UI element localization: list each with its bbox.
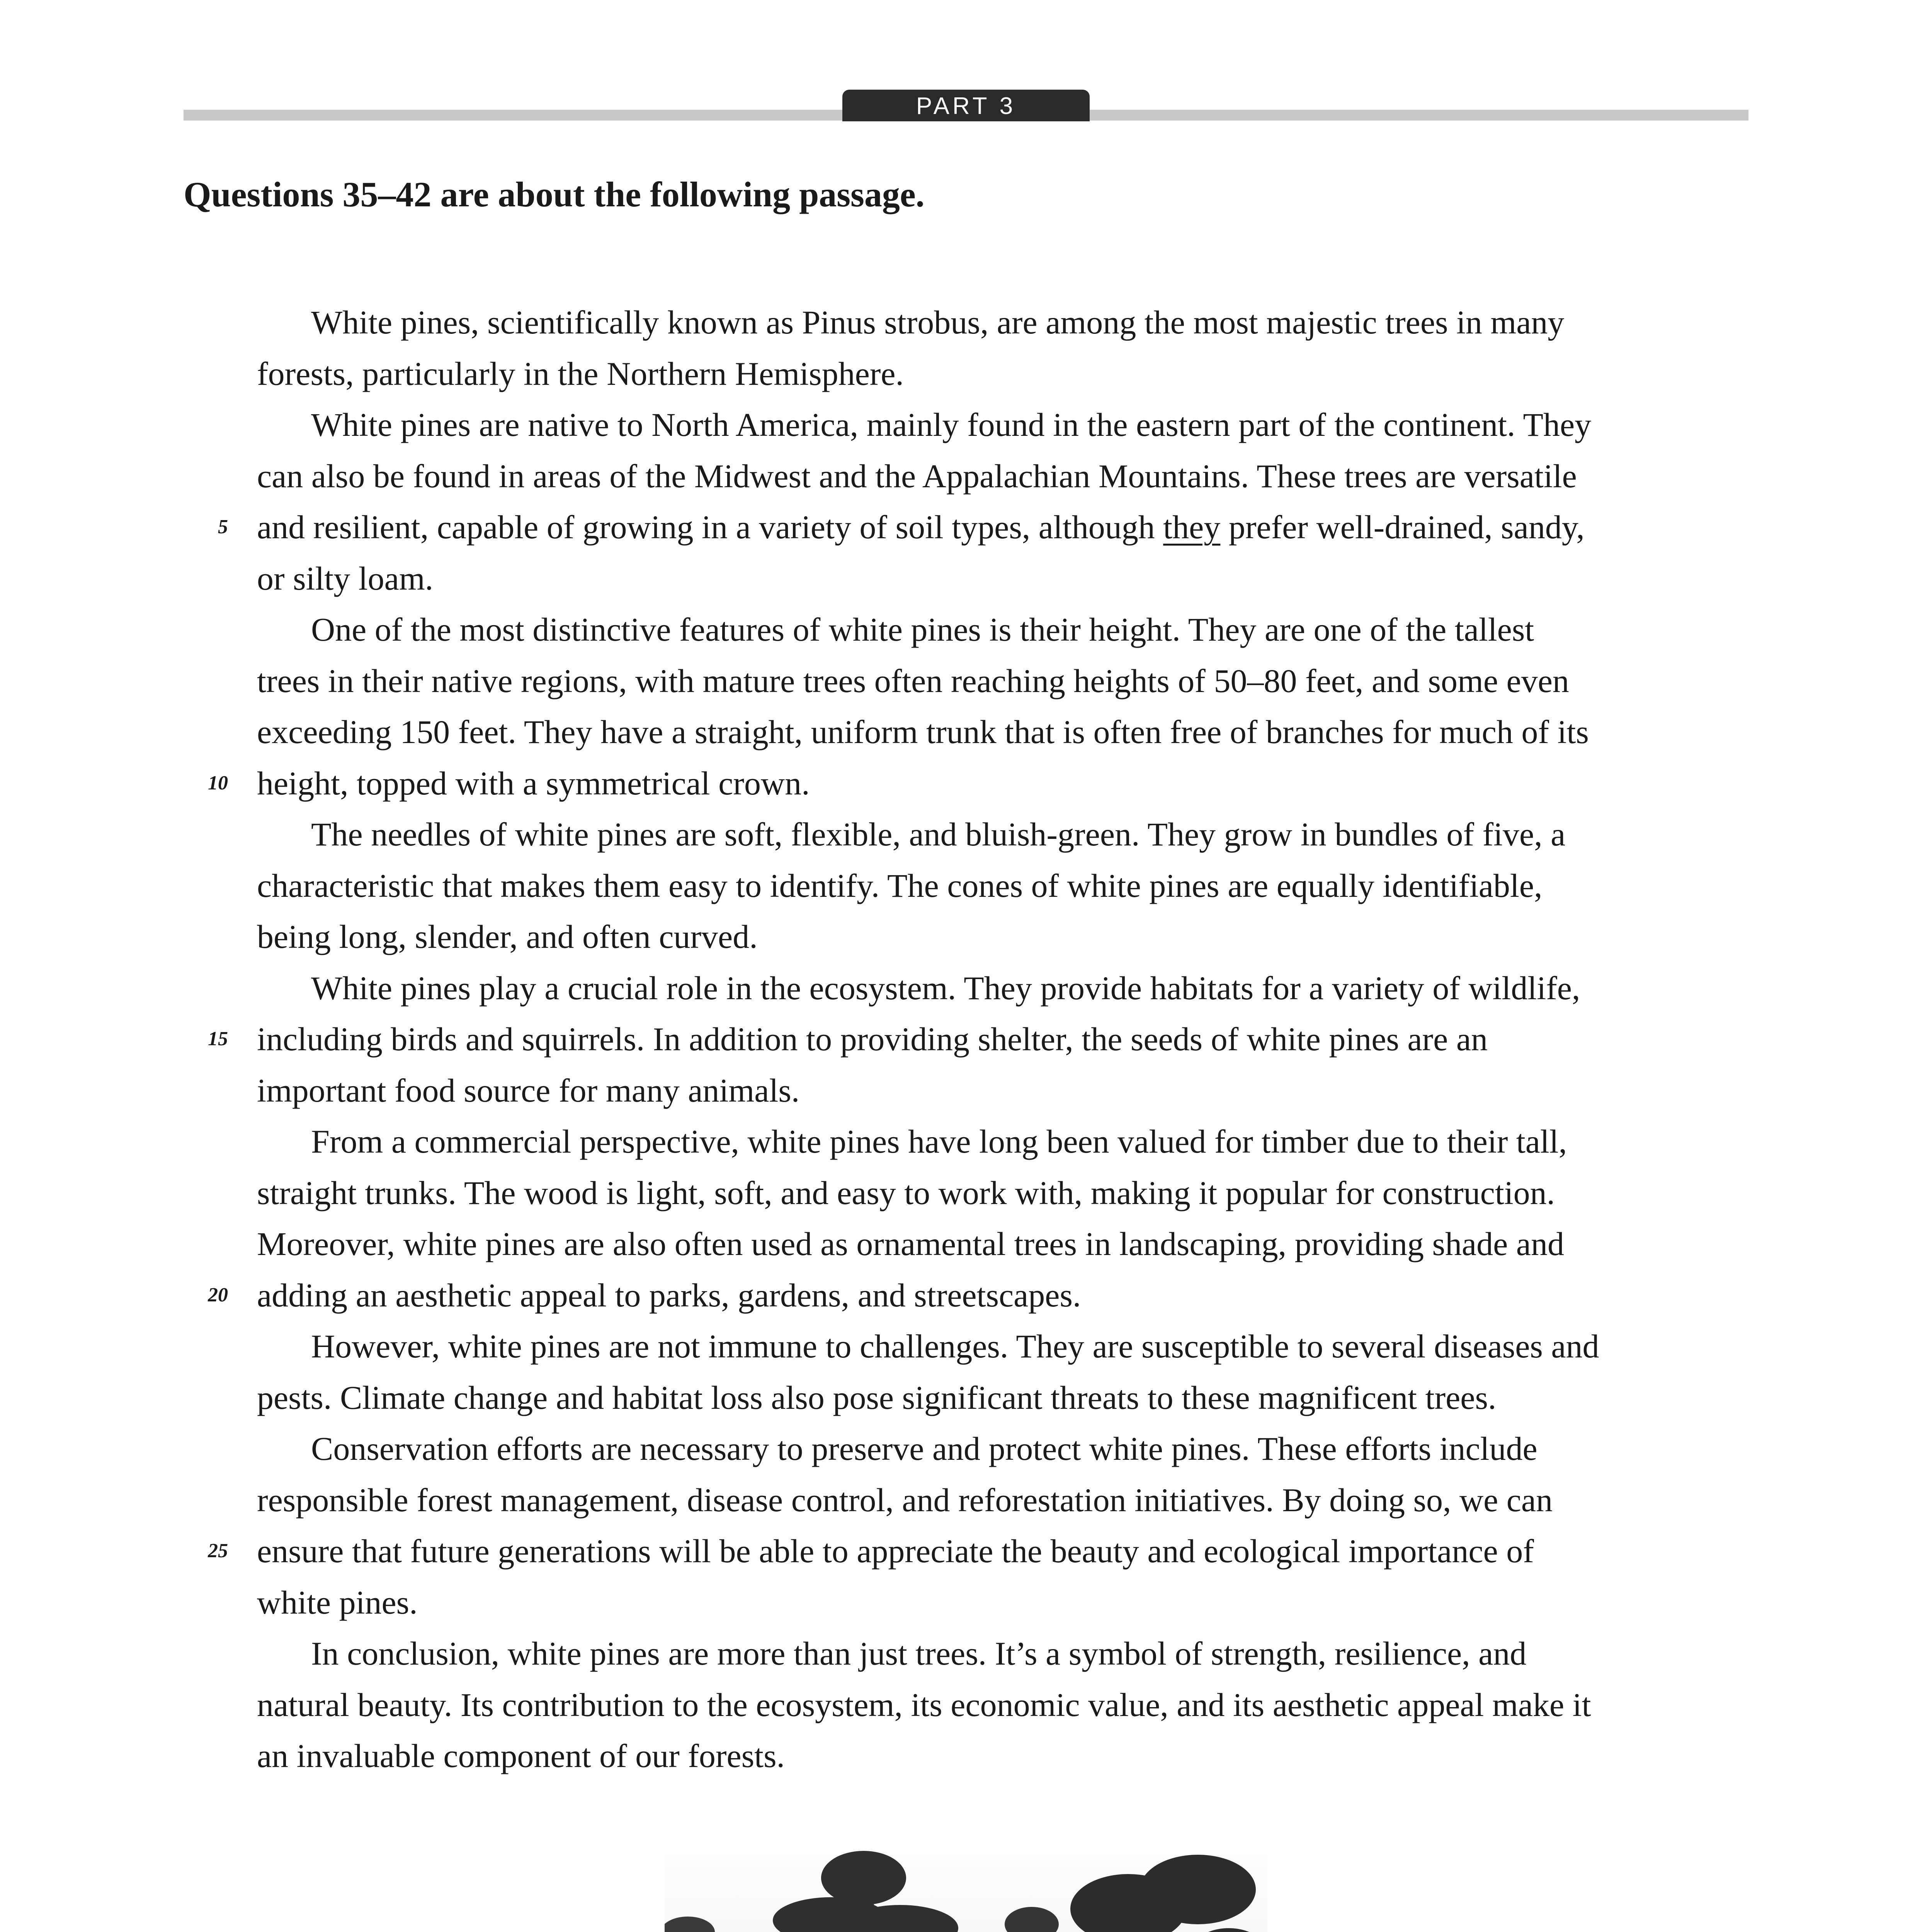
pine-tree-illustration xyxy=(665,1832,1267,1932)
passage-line: characteristic that makes them easy to identify. The cones of white pines are equally identifiable, xyxy=(257,867,1543,904)
line-number: 20 xyxy=(208,1284,228,1306)
passage-line: 10 height, topped with a symmetrical crown. xyxy=(257,758,1764,809)
passage-line: White pines are native to North America, mainly found in the eastern part of the continent. They xyxy=(311,406,1592,443)
passage-line: White pines play a crucial role in the ecosystem. They provide habitats for a variety of wildlife, xyxy=(311,969,1580,1007)
passage-line: 15 including birds and squirrels. In addition to providing shelter, the seeds of white pines are an xyxy=(257,1014,1764,1065)
line-number: 5 xyxy=(218,516,228,538)
pine-forest-image xyxy=(665,1832,1267,1932)
line-number: 10 xyxy=(208,772,228,794)
passage-line: exceeding 150 feet. They have a straight, uniform trunk that is often free of branches for much of its xyxy=(257,713,1589,750)
passage-line: 5 and resilient, capable of growing in a variety of soil types, although they prefer well-drained, sandy, xyxy=(257,502,1764,553)
passage-line: 25 ensure that future generations will be able to appreciate the beauty and ecological importance of xyxy=(257,1526,1764,1577)
passage-line: straight trunks. The wood is light, soft, and easy to work with, making it popular for construction. xyxy=(257,1174,1555,1211)
passage-line: important food source for many animals. xyxy=(257,1071,800,1109)
line-number: 25 xyxy=(208,1540,228,1562)
passage-line: White pines, scientifically known as Pinus strobus, are among the most majestic trees in many xyxy=(311,304,1565,341)
passage-line: natural beauty. Its contribution to the ecosystem, its economic value, and its aesthetic appeal make it xyxy=(257,1686,1591,1723)
questions-heading: Questions 35–42 are about the following passage. xyxy=(184,175,925,214)
passage-line: pests. Climate change and habitat loss also pose significant threats to these magnificent trees. xyxy=(257,1379,1497,1416)
passage-line: 20 adding an aesthetic appeal to parks, gardens, and streetscapes. xyxy=(257,1270,1764,1321)
passage-line: In conclusion, white pines are more than just trees. It’s a symbol of strength, resilience, and xyxy=(311,1635,1527,1672)
passage-line: an invaluable component of our forests. xyxy=(257,1737,785,1774)
passage xyxy=(208,297,1764,1782)
underlined-word: they xyxy=(1163,509,1221,546)
passage-line: However, white pines are not immune to challenges. They are susceptible to several diseases and xyxy=(311,1328,1599,1365)
line-number: 15 xyxy=(208,1028,228,1050)
passage-line: white pines. xyxy=(257,1583,418,1621)
part-tab: PART 3 xyxy=(842,90,1090,121)
passage-line: responsible forest management, disease control, and reforestation initiatives. By doing so, we can xyxy=(257,1481,1553,1519)
passage-line: or silty loam. xyxy=(257,560,434,597)
passage-line: Moreover, white pines are also often used as ornamental trees in landscaping, providing shade and xyxy=(257,1225,1564,1262)
passage-line: From a commercial perspective, white pines have long been valued for timber due to their tall, xyxy=(311,1123,1567,1160)
passage-line: Conservation efforts are necessary to preserve and protect white pines. These efforts include xyxy=(311,1430,1537,1467)
passage-line: forests, particularly in the Northern Hemisphere. xyxy=(257,355,904,392)
passage-line: being long, slender, and often curved. xyxy=(257,918,758,955)
passage-line: One of the most distinctive features of white pines is their height. They are one of the tallest xyxy=(311,611,1534,648)
passage-line: The needles of white pines are soft, flexible, and bluish-green. They grow in bundles of five, a xyxy=(311,816,1566,853)
passage-line: can also be found in areas of the Midwest and the Appalachian Mountains. These trees are versatile xyxy=(257,457,1577,495)
passage-line: trees in their native regions, with mature trees often reaching heights of 50–80 feet, and some even xyxy=(257,662,1569,699)
